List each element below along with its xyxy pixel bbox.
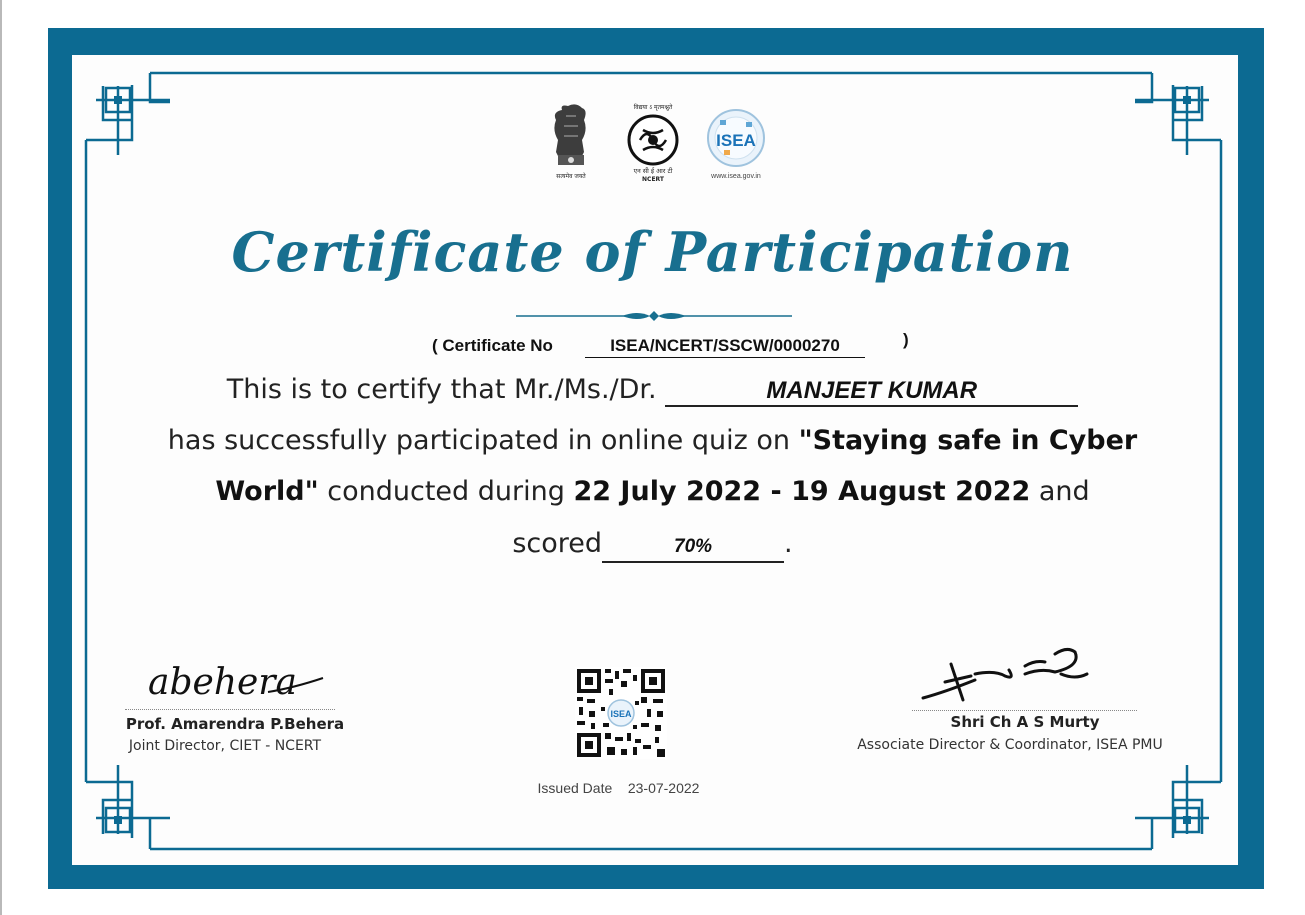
isea-logo-icon (708, 110, 764, 180)
body-line-2 (0, 425, 1305, 456)
left-signature-text: abehera (148, 662, 297, 703)
body-line-3 (0, 476, 1305, 507)
ncert-hindi: एन सी ई आर टी (633, 167, 673, 175)
left-signer-name: Prof. Amarendra P.Behera (125, 715, 345, 733)
issued-date: 23-07-2022 (627, 780, 700, 796)
certificate-no-close: ) (903, 330, 909, 349)
right-signer-name: Shri Ch A S Murty (950, 713, 1100, 731)
right-signer-role: Associate Director & Coordinator, ISEA PMU (857, 737, 1163, 753)
issued-date-row (0, 780, 1237, 796)
certificate-no-value: ISEA/NCERT/SSCW/0000270 (585, 336, 865, 358)
qr-code (575, 667, 667, 759)
quiz-title-part1: "Staying safe in Cyber (798, 425, 1138, 456)
recipient-name: MANJEET KUMAR (665, 375, 1078, 407)
isea-text: ISEA (716, 131, 756, 150)
right-signature-line (912, 710, 1137, 711)
body-line-4 (0, 528, 1305, 563)
certificate-no-label: ( Certificate No (432, 336, 553, 355)
scored-end: . (784, 528, 793, 559)
left-signer-role: Joint Director, CIET - NCERT (128, 738, 322, 754)
issued-label: Issued Date (537, 780, 613, 796)
isea-url: www.isea.gov.in (711, 173, 761, 180)
logos-graphic (540, 100, 790, 190)
ncert-english: NCERT (642, 176, 664, 183)
body-line-1 (0, 374, 1305, 407)
certificate-title: Certificate of Participation (231, 220, 1074, 284)
left-signature (118, 650, 338, 710)
and-text: and (1030, 476, 1090, 507)
participated-text: has successfully participated in online quiz on (167, 425, 799, 456)
right-signature (905, 640, 1105, 710)
scored-label: scored (512, 528, 603, 559)
qr-center-text: ISEA (610, 709, 632, 719)
title-flourish (514, 306, 794, 326)
logo-strip (540, 100, 790, 190)
conducted-text: conducted during (318, 476, 574, 507)
quiz-period: 22 July 2022 - 19 August 2022 (573, 476, 1031, 507)
emblem-caption: सत्यमेव जयते (556, 173, 586, 180)
left-signature-line (125, 709, 335, 710)
certify-text: This is to certify that Mr./Ms./Dr. (226, 374, 657, 405)
national-emblem-icon (554, 104, 586, 180)
ncert-motto: विद्यया ऽ मृतमश्नुते (633, 104, 673, 111)
quiz-title-part2: World" (215, 476, 319, 507)
ncert-logo-icon (629, 103, 677, 183)
score-value: 70% (602, 533, 784, 563)
